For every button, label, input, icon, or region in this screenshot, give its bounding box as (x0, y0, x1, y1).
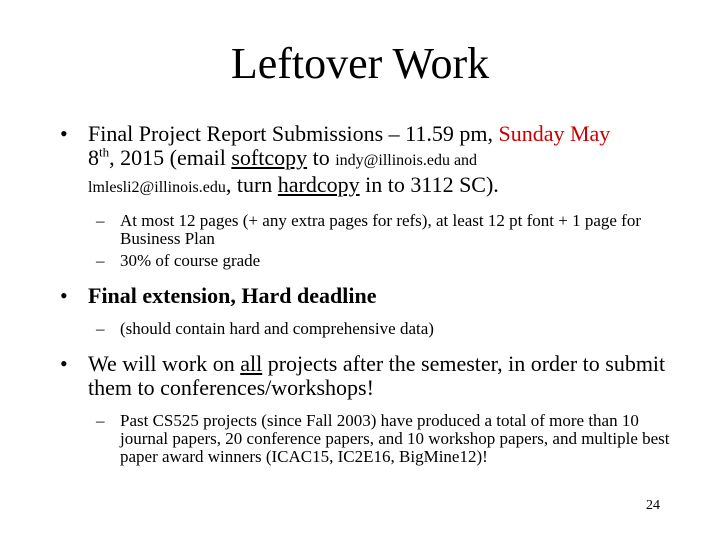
dash-icon: – (96, 411, 105, 430)
dash-icon: – (96, 319, 105, 338)
deadline-text: Sunday May (498, 121, 611, 146)
bullet-text: projects after the semester, in order to submit them to conferences/workshops! (88, 351, 666, 400)
all-text: all (240, 351, 263, 376)
sub-bullet (60, 412, 675, 466)
sub-bullet-text: Past CS525 projects (since Fall 2003) have produced a total of more than 10 journal papers, 20 conference papers, and 10 workshop papers, and multiple best paper award winners (ICAC15, IC2E16, BigMine12)! (120, 411, 670, 466)
bullet-text: and (449, 152, 478, 169)
bullet-dot-icon: • (60, 351, 68, 376)
sub-bullet (60, 212, 675, 248)
bullet-text: Final extension, Hard deadline (88, 283, 377, 308)
bullet-text: We will work on (88, 351, 241, 376)
bullet-final-extension (60, 284, 675, 308)
bullet-text: , turn (225, 172, 278, 197)
bullet-dot-icon: • (60, 283, 68, 308)
sub-bullet (60, 320, 675, 338)
slide-title: Leftover Work (230, 39, 490, 88)
slide-body (60, 118, 675, 466)
sub-bullet (60, 252, 675, 270)
superscript-th: th (99, 144, 110, 160)
email-link[interactable]: lmlesli2@illinois.edu (88, 179, 226, 196)
dash-icon: – (96, 211, 105, 230)
sub-bullet-text: 30% of course grade (120, 251, 261, 270)
bullet-text: Final Project Report Submissions – 11.59 pm, (88, 121, 499, 146)
hardcopy-text: hardcopy (277, 172, 360, 197)
bullet-final-report (60, 122, 675, 200)
sub-bullet-text: At most 12 pages (+ any extra pages for refs), at least 12 pt font + 1 page for Business Plan (120, 211, 641, 248)
softcopy-text: softcopy (231, 145, 308, 170)
bullet-dot-icon: • (60, 121, 68, 146)
bullet-future-work (60, 352, 675, 400)
bullet-text: 8 (88, 145, 99, 170)
bullet-text: , 2015 (email (109, 145, 232, 170)
bullet-text: in to 3112 SC). (359, 172, 499, 197)
dash-icon: – (96, 251, 105, 270)
page-number: 24 (646, 498, 660, 513)
email-link[interactable]: indy@illinois.edu (335, 152, 450, 169)
bullet-text: to (307, 145, 336, 170)
sub-bullet-text: (should contain hard and comprehensive data) (120, 319, 434, 338)
